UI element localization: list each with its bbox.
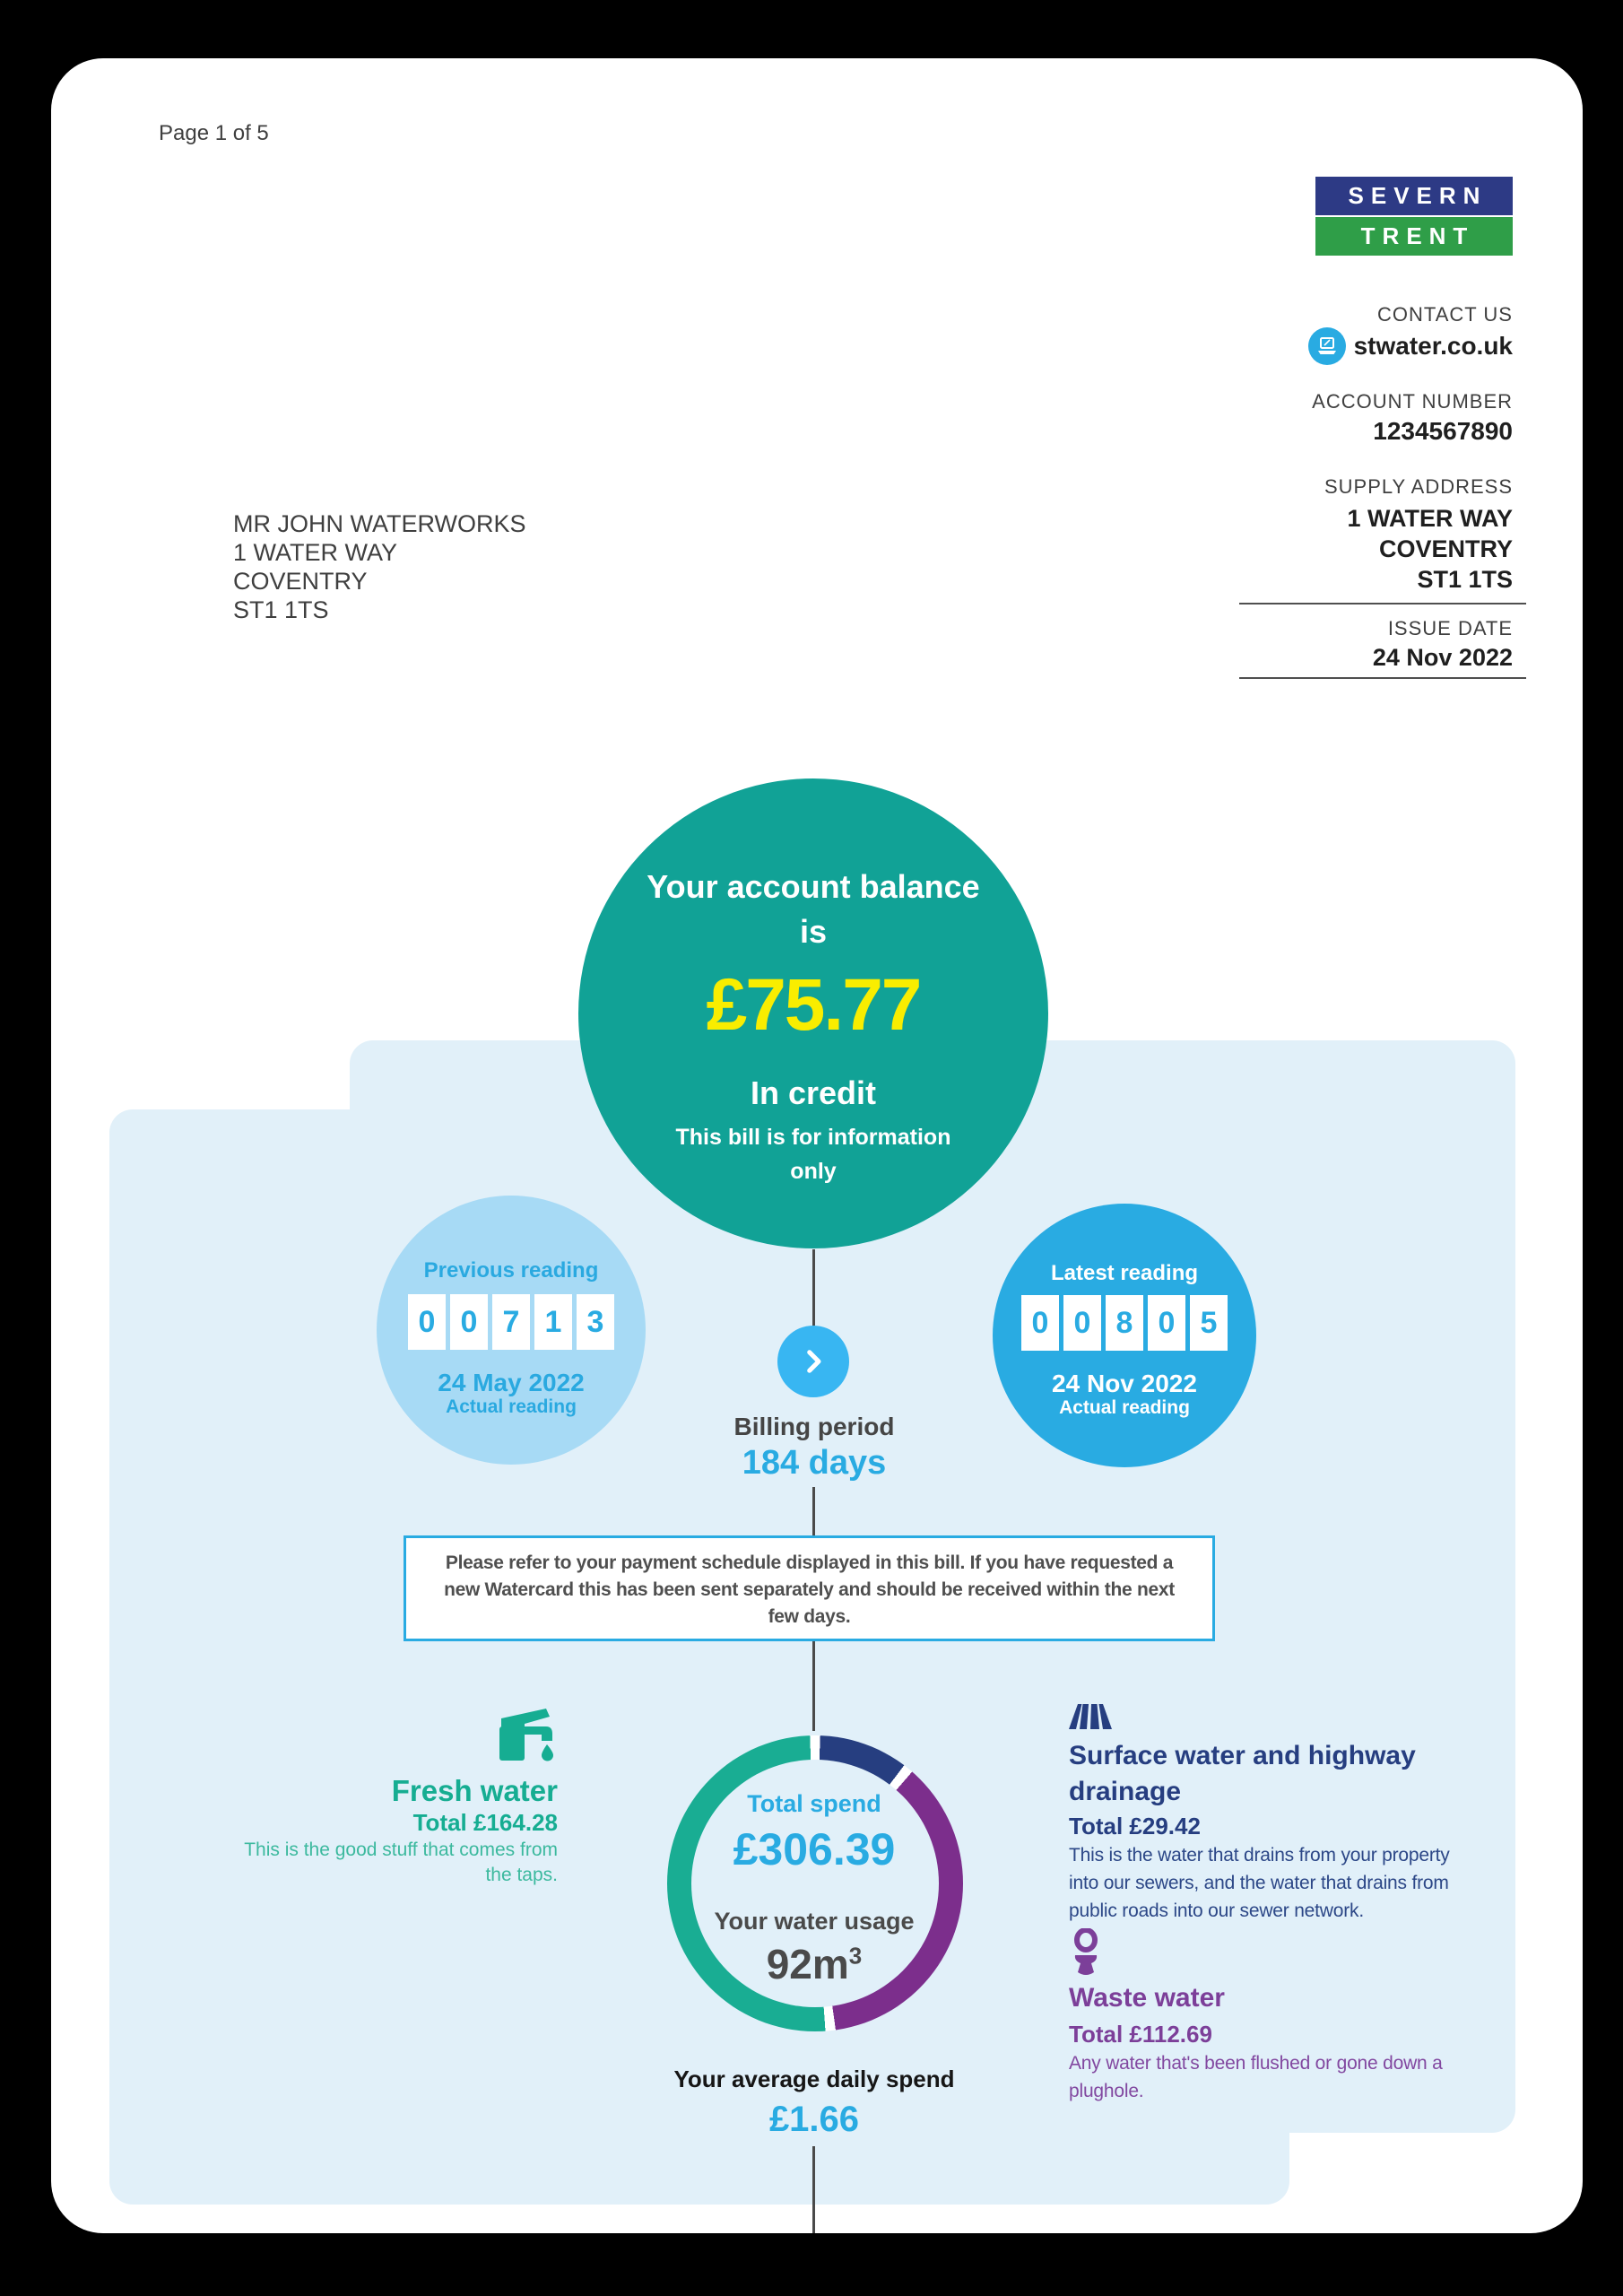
previous-reading-circle bbox=[377, 1196, 646, 1465]
bill-page bbox=[51, 58, 1583, 2233]
balance-title: Your account balance bbox=[647, 868, 980, 905]
meter-digit: 5 bbox=[1190, 1295, 1228, 1351]
logo-trent: TRENT bbox=[1315, 217, 1513, 256]
connector-line bbox=[812, 2146, 815, 2233]
average-daily-spend-label: Your average daily spend bbox=[673, 2066, 955, 2092]
divider bbox=[1239, 677, 1526, 679]
meter-digit: 0 bbox=[450, 1294, 488, 1350]
contact-us-label: CONTACT US bbox=[1377, 303, 1513, 326]
waste-water-title: Waste water bbox=[1069, 1983, 1225, 2013]
latest-reading-digits bbox=[993, 1295, 1256, 1351]
latest-reading-date: 24 Nov 2022 bbox=[1052, 1370, 1197, 1397]
fresh-water-total: Total £164.28 bbox=[412, 1809, 558, 1836]
meter-digit: 0 bbox=[1021, 1295, 1059, 1351]
notice-line: few days. bbox=[768, 1606, 851, 1627]
page-number: Page 1 of 5 bbox=[159, 121, 269, 145]
divider bbox=[1239, 603, 1526, 604]
chevron-right-icon bbox=[777, 1326, 849, 1397]
account-number: 1234567890 bbox=[1373, 417, 1513, 445]
recipient-line: 1 WATER WAY bbox=[233, 539, 398, 566]
balance-amount: £75.77 bbox=[706, 964, 921, 1046]
account-number-label: ACCOUNT NUMBER bbox=[1312, 390, 1513, 413]
average-daily-spend-value: £1.66 bbox=[768, 2100, 860, 2139]
connector-line bbox=[812, 1487, 815, 1535]
billing-period-label: Billing period bbox=[733, 1413, 895, 1440]
waste-water-description: Any water that's been flushed or gone down a plughole. bbox=[1069, 2053, 1443, 2101]
road-icon bbox=[1069, 1704, 1112, 1734]
meter-digit: 7 bbox=[492, 1294, 530, 1350]
meter-digit: 0 bbox=[1063, 1295, 1101, 1351]
balance-status: In credit bbox=[750, 1074, 877, 1111]
balance-title: is bbox=[799, 913, 828, 950]
surface-water-description: This is the water that drains from your property into our sewers, and the water that drains from public roads into our sewer network. bbox=[1069, 1845, 1450, 1921]
meter-digit: 8 bbox=[1106, 1295, 1143, 1351]
logo-severn: SEVERN bbox=[1315, 177, 1513, 215]
previous-reading-date: 24 May 2022 bbox=[438, 1369, 585, 1396]
connector-line bbox=[812, 1249, 815, 1326]
balance-note: only bbox=[790, 1159, 837, 1184]
notice-line: Please refer to your payment schedule displayed in this bill. If you have requested a bbox=[445, 1552, 1174, 1573]
fresh-water-description: This is the good stuff that comes from the taps. bbox=[244, 1839, 558, 1885]
meter-digit: 0 bbox=[408, 1294, 446, 1350]
balance-note: This bill is for information bbox=[675, 1125, 951, 1150]
meter-digit: 0 bbox=[1148, 1295, 1185, 1351]
billing-period-value: 184 days bbox=[742, 1444, 887, 1482]
connector-line bbox=[812, 1641, 815, 1731]
surface-water-total: Total £29.42 bbox=[1069, 1813, 1201, 1839]
previous-reading-digits bbox=[377, 1294, 646, 1350]
latest-reading-circle bbox=[993, 1204, 1256, 1467]
tap-icon bbox=[492, 1707, 560, 1767]
previous-reading-type: Actual reading bbox=[446, 1396, 577, 1417]
supply-address-line: 1 WATER WAY bbox=[1347, 505, 1513, 532]
water-usage-label: Your water usage bbox=[714, 1908, 915, 1935]
severn-trent-logo bbox=[1315, 177, 1513, 256]
latest-reading-label: Latest reading bbox=[1050, 1261, 1199, 1285]
laptop-icon bbox=[1308, 327, 1346, 365]
supply-address-label: SUPPLY ADDRESS bbox=[1324, 475, 1513, 498]
total-spend-amount: £306.39 bbox=[733, 1824, 896, 1874]
meter-digit: 3 bbox=[577, 1294, 614, 1350]
toilet-icon bbox=[1070, 1928, 1102, 1983]
total-spend-label: Total spend bbox=[747, 1790, 881, 1817]
recipient-line: MR JOHN WATERWORKS bbox=[233, 510, 526, 537]
issue-date-label: ISSUE DATE bbox=[1387, 617, 1513, 639]
supply-address bbox=[1347, 503, 1513, 595]
issue-date: 24 Nov 2022 bbox=[1372, 644, 1513, 671]
supply-address-line: ST1 1TS bbox=[1417, 566, 1513, 593]
website-link: stwater.co.uk bbox=[1353, 332, 1513, 360]
surface-water-title: Surface water and highway drainage bbox=[1069, 1741, 1416, 1806]
fresh-water-title: Fresh water bbox=[391, 1774, 558, 1807]
meter-digit: 1 bbox=[534, 1294, 572, 1350]
watercard-notice bbox=[404, 1535, 1215, 1641]
supply-address-line: COVENTRY bbox=[1378, 535, 1513, 562]
account-balance-circle bbox=[578, 778, 1048, 1248]
recipient-line: COVENTRY bbox=[233, 568, 368, 595]
notice-line: new Watercard this has been sent separately and should be received within the next bbox=[444, 1579, 1175, 1600]
latest-reading-type: Actual reading bbox=[1059, 1397, 1190, 1418]
recipient-address bbox=[233, 509, 526, 624]
recipient-line: ST1 1TS bbox=[233, 596, 329, 623]
waste-water-total: Total £112.69 bbox=[1069, 2021, 1212, 2048]
previous-reading-label: Previous reading bbox=[423, 1258, 599, 1283]
water-usage-value: $92m^3$ bbox=[766, 1941, 863, 1987]
